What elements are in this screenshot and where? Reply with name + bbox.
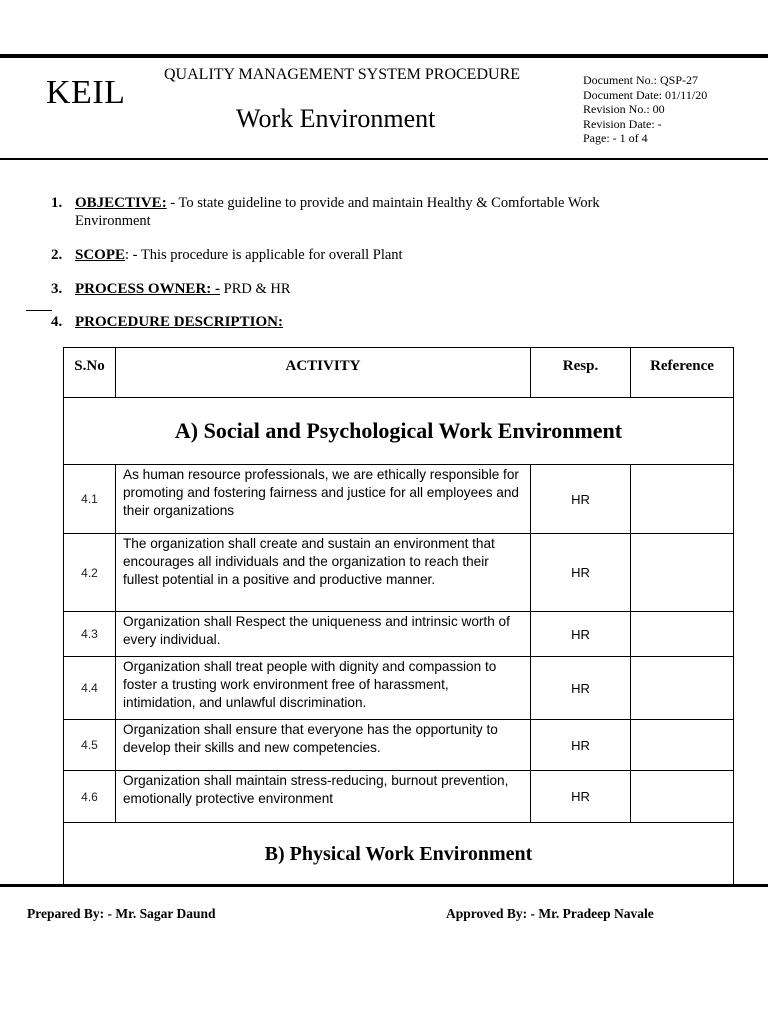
system-title: QUALITY MANAGEMENT SYSTEM PROCEDURE: [164, 66, 521, 83]
row-reference: [631, 465, 734, 534]
row-activity: The organization shall create and sustain an environment that encourages all individuals and the organization to reach their fullest potential in a positive and productive manner.: [116, 534, 531, 612]
page-number: Page: - 1 of 4: [583, 131, 648, 146]
scope-text: : - This procedure is applicable for overall Plant: [125, 247, 403, 263]
objective-label: OBJECTIVE:: [75, 195, 167, 211]
revision-date: Revision Date: -: [583, 116, 662, 131]
table-row: [64, 771, 734, 823]
procedure-table: [63, 347, 734, 886]
document-date: Document Date: 01/11/20: [583, 87, 708, 102]
section-b-row: [64, 823, 734, 886]
objective-text-continued: Environment: [75, 213, 151, 229]
row-resp: HR: [531, 720, 631, 771]
section-b-heading: B) Physical Work Environment: [64, 823, 734, 886]
row-sno: 4.1: [64, 465, 116, 534]
header-top-rule: [0, 54, 768, 58]
scope-label: SCOPE: [75, 247, 126, 263]
table-row: [64, 612, 734, 657]
row-reference: [631, 612, 734, 657]
row-resp: HR: [531, 465, 631, 534]
process-owner-text: PRD & HR: [220, 281, 291, 297]
header-bottom-rule: [0, 158, 768, 160]
section-a-row: [64, 398, 734, 465]
table-row: [64, 465, 734, 534]
column-header-resp: Resp.: [531, 348, 631, 398]
row-resp: HR: [531, 534, 631, 612]
objective-section: [51, 194, 711, 230]
procedure-section: [51, 313, 283, 331]
row-reference: [631, 720, 734, 771]
process-owner-label: PROCESS OWNER: -: [75, 281, 221, 297]
row-reference: [631, 657, 734, 720]
row-reference: [631, 771, 734, 823]
row-activity: Organization shall ensure that everyone has the opportunity to develop their skills and new competencies.: [116, 720, 531, 771]
objective-number: 1.: [51, 195, 63, 211]
approved-by: Approved By: - Mr. Pradeep Navale: [446, 906, 654, 921]
row-activity: Organization shall Respect the uniqueness and intrinsic worth of every individual.: [116, 612, 531, 657]
row-sno: 4.2: [64, 534, 116, 612]
procedure-label: PROCEDURE DESCRIPTION:: [75, 314, 283, 330]
revision-number: Revision No.: 00: [583, 102, 665, 117]
document-number: Document No.: QSP-27: [583, 73, 698, 87]
company-logo: KEIL: [46, 74, 126, 111]
procedure-number: 4.: [51, 314, 63, 330]
process-owner-number: 3.: [51, 281, 63, 297]
table-header-row: [64, 348, 734, 398]
objective-text: - To state guideline to provide and maintain Healthy & Comfortable Work: [166, 195, 600, 211]
column-header-reference: Reference: [631, 348, 734, 398]
row-sno: 4.3: [64, 612, 116, 657]
row-activity: Organization shall maintain stress-reducing, burnout prevention, emotionally protective environment: [116, 771, 531, 823]
table-row: [64, 657, 734, 720]
row-resp: HR: [531, 612, 631, 657]
column-header-activity: ACTIVITY: [116, 348, 531, 398]
scope-number: 2.: [51, 247, 63, 263]
row-activity: As human resource professionals, we are ethically responsible for promoting and fostering fairness and justice for all employees and their organizations: [116, 465, 531, 534]
row-resp: HR: [531, 771, 631, 823]
column-header-sno: S.No: [64, 348, 116, 398]
row-resp: HR: [531, 657, 631, 720]
row-activity: Organization shall treat people with dignity and compassion to foster a trusting work environment free of harassment, intimidation, and unlawful discrimination.: [116, 657, 531, 720]
table-row: [64, 720, 734, 771]
table-row: [64, 534, 734, 612]
prepared-by: Prepared By: - Mr. Sagar Daund: [27, 906, 216, 921]
row-sno: 4.4: [64, 657, 116, 720]
process-owner-section: [51, 280, 291, 298]
section-a-heading: A) Social and Psychological Work Environment: [64, 398, 734, 465]
page-title: Work Environment: [236, 104, 436, 133]
margin-dash: [26, 310, 52, 311]
footer-rule: [0, 884, 768, 887]
scope-section: [51, 246, 403, 264]
row-sno: 4.6: [64, 771, 116, 823]
row-reference: [631, 534, 734, 612]
document-meta: [583, 73, 707, 146]
row-sno: 4.5: [64, 720, 116, 771]
